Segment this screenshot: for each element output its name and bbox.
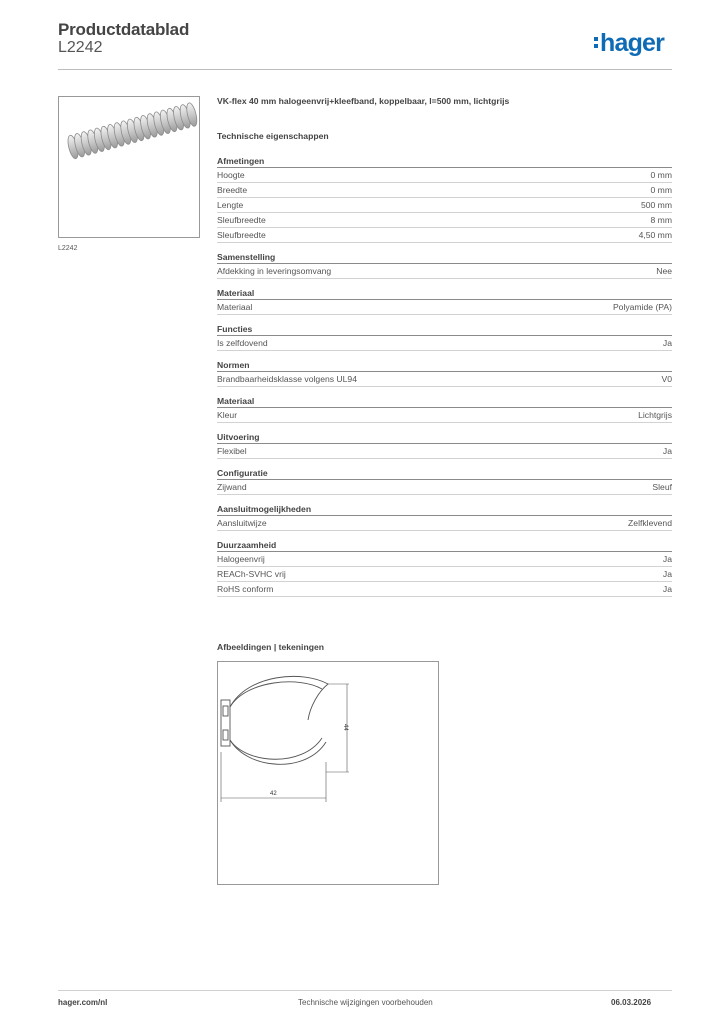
property-value: Ja (662, 338, 672, 348)
property-label: Hoogte (217, 170, 245, 180)
property-section (217, 359, 672, 387)
property-value: Ja (662, 554, 672, 564)
tech-heading: Technische eigenschappen (217, 131, 329, 141)
property-value: Zelfklevend (628, 518, 672, 528)
width-dimension-label: 42 (270, 791, 277, 797)
property-row (217, 300, 672, 315)
property-row (217, 480, 672, 495)
property-value: Nee (656, 266, 672, 276)
property-label: Sleufbreedte (217, 215, 266, 225)
property-label: RoHS conform (217, 584, 274, 594)
property-section (217, 323, 672, 351)
property-section (217, 503, 672, 531)
section-title: Aansluitmogelijkheden (217, 503, 672, 516)
footer-date: 06.03.2026 (611, 998, 652, 1007)
property-value: 0 mm (650, 170, 672, 180)
property-value: Polyamide (PA) (612, 302, 672, 312)
property-label: Afdekking in leveringsomvang (217, 266, 332, 276)
property-label: Brandbaarheidsklasse volgens UL94 (217, 374, 357, 384)
section-title: Uitvoering (217, 431, 672, 444)
hager-logo (594, 29, 664, 58)
property-row (217, 408, 672, 423)
technical-drawing (217, 661, 439, 885)
property-label: Flexibel (217, 446, 247, 456)
drawings-heading: Afbeeldingen | tekeningen (217, 642, 324, 652)
property-label: Aansluitwijze (217, 518, 267, 528)
product-code: L2242 (58, 39, 103, 56)
property-value: 500 mm (640, 200, 672, 210)
properties-table (217, 155, 672, 605)
property-label: Kleur (217, 410, 238, 420)
property-value: Ja (662, 569, 672, 579)
section-title: Duurzaamheid (217, 539, 672, 552)
footer-website-link[interactable]: hager.com/nl (58, 998, 108, 1007)
property-row (217, 213, 672, 228)
property-section (217, 155, 672, 243)
property-value: V0 (661, 374, 672, 384)
property-row (217, 198, 672, 213)
section-title: Materiaal (217, 287, 672, 300)
property-label: Zijwand (217, 482, 247, 492)
section-title: Materiaal (217, 395, 672, 408)
property-row (217, 264, 672, 279)
footer-disclaimer: Technische wijzigingen voorbehouden (298, 998, 433, 1007)
property-label: Lengte (217, 200, 244, 210)
product-image (58, 96, 200, 238)
property-section (217, 467, 672, 495)
property-section (217, 395, 672, 423)
property-row (217, 567, 672, 582)
property-value: 4,50 mm (638, 230, 672, 240)
property-row (217, 372, 672, 387)
property-value: Ja (662, 446, 672, 456)
property-label: Halogeenvrij (217, 554, 265, 564)
product-description: VK-flex 40 mm halogeenvrij+kleefband, koppelbaar, l=500 mm, lichtgrijs (217, 96, 510, 106)
property-value: Ja (662, 584, 672, 594)
property-row (217, 552, 672, 567)
section-title: Normen (217, 359, 672, 372)
property-row (217, 228, 672, 243)
property-value: 8 mm (650, 215, 672, 225)
property-value: Sleuf (652, 482, 672, 492)
header-divider (58, 69, 672, 70)
property-section (217, 539, 672, 597)
property-row (217, 582, 672, 597)
footer-divider (58, 990, 672, 991)
section-title: Samenstelling (217, 251, 672, 264)
section-title: Functies (217, 323, 672, 336)
conduit-section-drawing (218, 662, 438, 884)
image-caption: L2242 (58, 245, 78, 252)
property-row (217, 336, 672, 351)
property-section (217, 431, 672, 459)
property-row (217, 168, 672, 183)
section-title: Afmetingen (217, 155, 672, 168)
property-label: REACh-SVHC vrij (217, 569, 286, 579)
property-section (217, 251, 672, 279)
section-title: Configuratie (217, 467, 672, 480)
property-label: Materiaal (217, 302, 253, 312)
property-value: 0 mm (650, 185, 672, 195)
logo-dots-icon (594, 34, 598, 51)
height-dimension-label: 44 (342, 724, 348, 731)
logo-text: hager (600, 29, 665, 57)
page-title: Productdatablad (58, 20, 190, 39)
flexible-conduit-icon (59, 97, 199, 237)
property-value: Lichtgrijs (638, 410, 672, 420)
property-label: Breedte (217, 185, 248, 195)
property-section (217, 287, 672, 315)
property-label: Sleufbreedte (217, 230, 266, 240)
property-row (217, 183, 672, 198)
property-row (217, 516, 672, 531)
property-row (217, 444, 672, 459)
property-label: Is zelfdovend (217, 338, 268, 348)
